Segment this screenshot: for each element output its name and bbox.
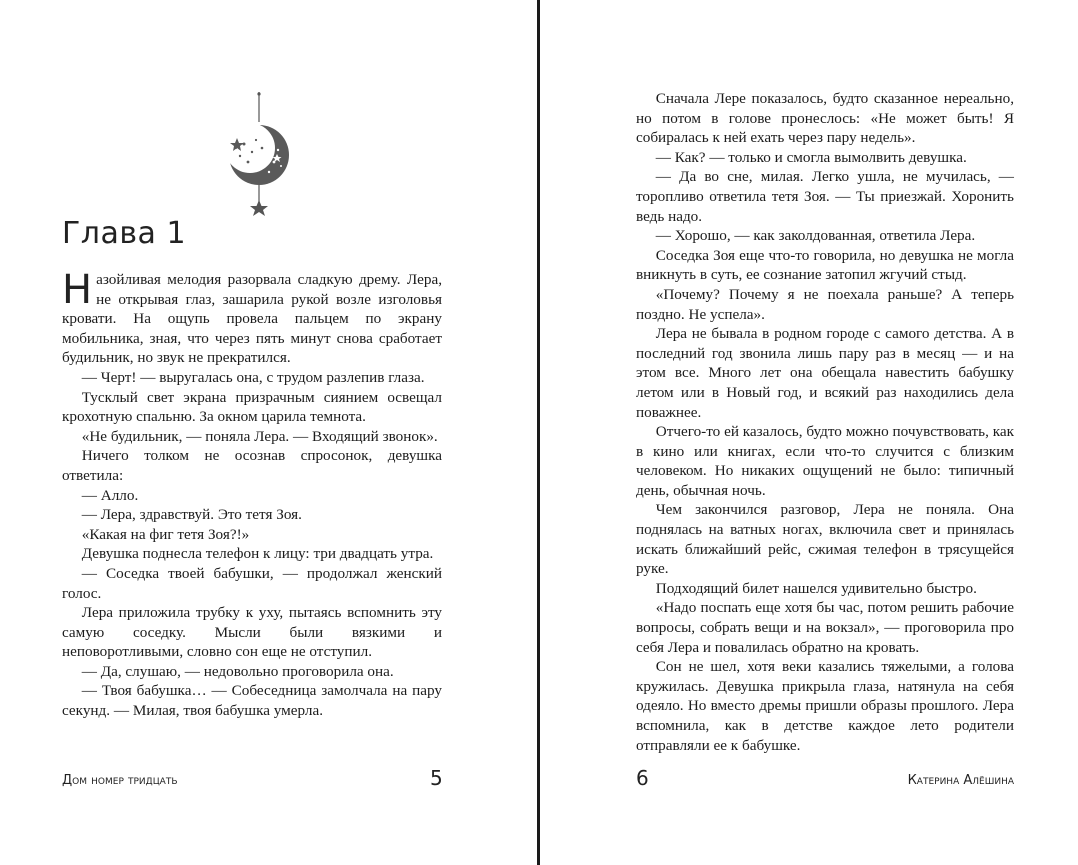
paragraph: — Алло. (81, 486, 139, 504)
left-page (0, 0, 538, 865)
paragraph: — Черт! — выругалась она, с трудом разлепив глаза. (81, 368, 425, 386)
chapter-title: Глава 1 (62, 216, 187, 251)
page-number: 6 (636, 766, 649, 790)
page-number: 5 (430, 766, 443, 790)
paragraph: Сон не шел, хотя веки казались тяжелыми, а голова кружилась. Девушка прикрыла глаза, натянула на себя одеяло. Но вместо дремы пришли образы прошлого. Лера вспомнила, как в детстве каждое лето родители отправляли ее к бабушке. (636, 658, 1014, 754)
running-footer-author: Катерина Алёшина (907, 773, 1014, 788)
paragraph: Ничего толком не осознав спросонок, девушка ответила: (62, 447, 442, 484)
paragraph: Подходящий билет нашелся удивительно быстро. (655, 579, 977, 597)
paragraph: Назойливая мелодия разорвала сладкую дрему. Лера, не открывая глаз, зашарила рукой возле изголовья кровати. На ощупь провела пальцем по экрану мобильника, зная, что через пять минут снова сработает будильник, но звук не прекратился. (62, 267, 442, 367)
drop-cap: Н (62, 267, 93, 313)
paragraph: Девушка поднесла телефон к лицу: три двадцать утра. (81, 545, 434, 563)
paragraph: — Да во сне, милая. Легко ушла, не мучилась, — торопливо ответила тетя Зоя. — Ты приезжай. Хоронить ведь надо. (636, 168, 1014, 225)
paragraph: «Почему? Почему я не поехала раньше? А теперь поздно. Не успела». (636, 285, 1014, 323)
paragraph: Лера не бывала в родном городе с самого детства. А в последний год звонила лишь пару раз в месяц — и на этом все. Много лет она обещала навестить бабушку летом или в Новый год, и всякий раз находились дела поважнее. (636, 325, 1014, 421)
paragraph: Чем закончился разговор, Лера не поняла. Она поднялась на ватных ногах, включила свет и принялась искать ближайший рейс, сжимая телефон в трясущейся руке. (636, 501, 1014, 578)
paragraph: «Надо поспать еще хотя бы час, потом решить рабочие вопросы, собрать вещи и на вокзал», — проговорила про себя Лера и повалилась обратно на кровать. (636, 599, 1014, 656)
spine-divider (537, 0, 540, 865)
paragraph: Сначала Лере показалось, будто сказанное нереально, но потом в голове пронеслось: «Не может быть! Я собиралась к ней ехать через пару недель». (636, 90, 1014, 147)
paragraph: Тусклый свет экрана призрачным сиянием освещал крохотную спальню. За окном царила темнота. (62, 388, 442, 426)
paragraph: Лера приложила трубку к уху, пытаясь вспомнить эту самую соседку. Мысли были вязкими и неповоротливыми, словно сон еще не отступил. (62, 604, 442, 661)
right-body-text (636, 89, 1014, 755)
paragraph: — Да, слушаю, — недовольно проговорила она. (81, 662, 394, 680)
paragraph: — Как? — только и смогла вымолвить девушка. (655, 148, 967, 166)
moon-with-stars-icon (222, 90, 292, 218)
paragraph: Соседка Зоя еще что-то говорила, но девушка не могла вникнуть в суть, ее сознание затопил жгучий стыд. (636, 246, 1014, 284)
left-body-text (62, 267, 442, 721)
paragraph: — Соседка твоей бабушки, — продолжал женский голос. (62, 564, 442, 602)
paragraph: Отчего-то ей казалось, будто можно почувствовать, как в кино или книгах, если что-то случится с близким человеком. Но никаких ощущений не было: типичный день, обычная ночь. (636, 423, 1014, 499)
paragraph: — Твоя бабушка… — Собеседница замолчала на пару секунд. — Милая, твоя бабушка умерла. (62, 682, 442, 720)
paragraph: — Лера, здравствуй. Это тетя Зоя. (81, 506, 302, 524)
paragraph: «Не будильник, — поняла Лера. — Входящий звонок». (81, 427, 438, 445)
paragraph: — Хорошо, — как заколдованная, ответила Лера. (655, 227, 976, 245)
running-footer-title: Дом номер тридцать (62, 773, 178, 788)
paragraph: «Какая на фиг тетя Зоя?!» (81, 525, 250, 543)
